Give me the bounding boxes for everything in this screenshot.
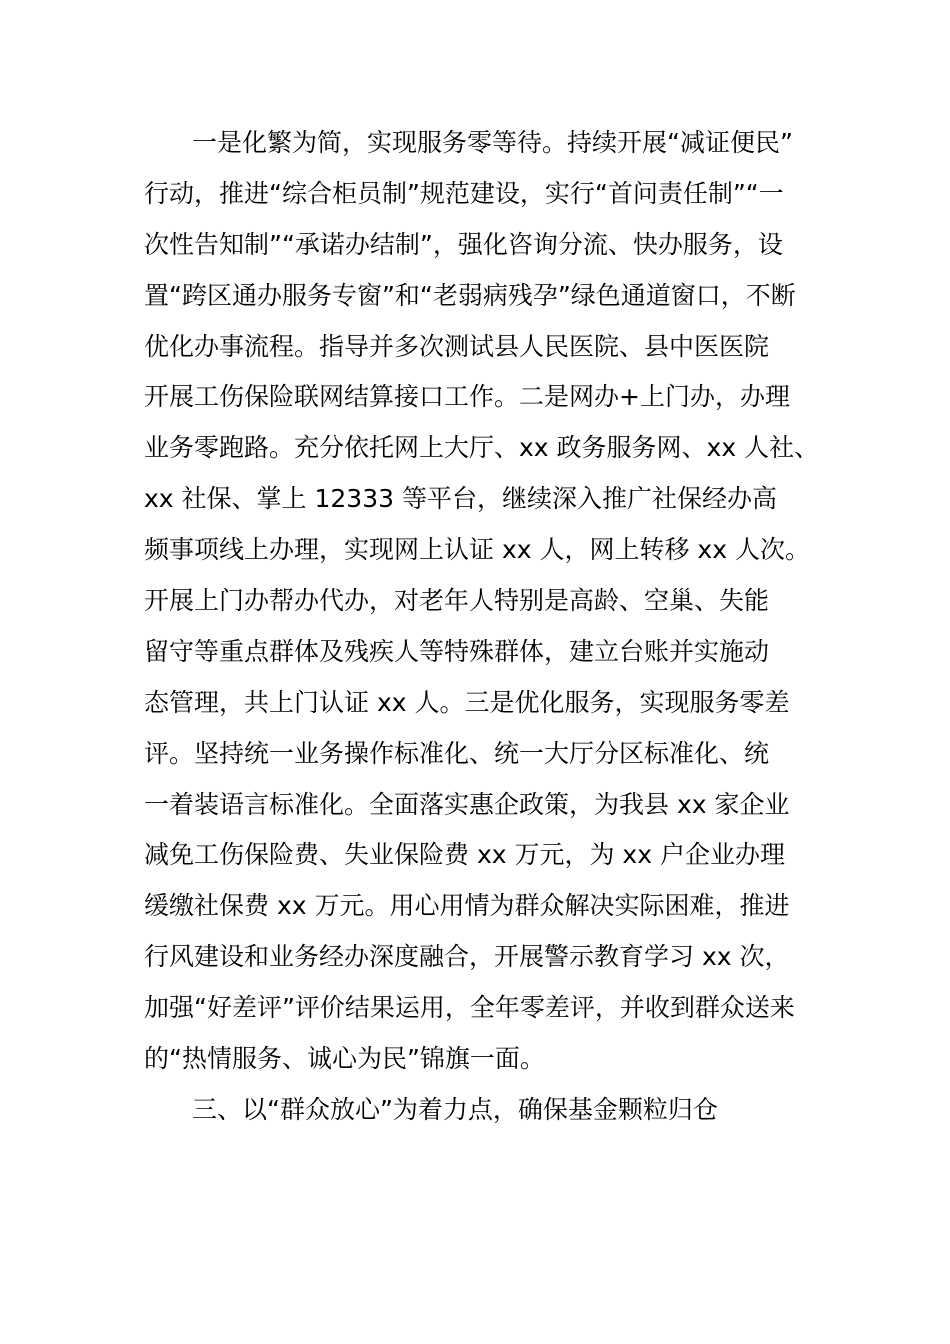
paragraph-line: 态管理，共上门认证 xx 人。三是优化服务，实现服务零差 — [144, 687, 790, 717]
paragraph-line: 的“热情服务、诚心为民”锦旗一面。 — [144, 1044, 545, 1074]
paragraph-line: 一是化繁为简，实现服务零等待。持续开展“减证便民” — [192, 128, 793, 157]
paragraph-line: 开展工伤保险联网结算接口工作。二是网办+上门办，办理 — [144, 382, 790, 412]
paragraph-line: 置“跨区通办服务专窗”和“老弱病残孕”绿色通道窗口，不断 — [144, 280, 796, 310]
paragraph-line: 一着装语言标准化。全面落实惠企政策，为我县 xx 家企业 — [144, 789, 790, 819]
paragraph-line: 优化办事流程。指导并多次测试县人民医院、县中医医院 — [144, 331, 770, 361]
paragraph-line: 业务零跑路。充分依托网上大厅、xx 政务服务网、xx 人社、 — [144, 433, 820, 463]
paragraph-line: 行动，推进“综合柜员制”规范建设，实行“首问责任制”“一 — [144, 178, 784, 208]
paragraph-line: 行风建设和业务经办深度融合，开展警示教育学习 xx 次， — [144, 942, 790, 972]
document-body — [144, 118, 824, 1136]
paragraph-service-improvements — [144, 118, 824, 1085]
paragraph-line: 缓缴社保费 xx 万元。用心用情为群众解决实际困难，推进 — [144, 891, 790, 921]
paragraph-line: 加强“好差评”评价结果运用，全年零差评，并收到群众送来 — [144, 993, 795, 1023]
paragraph-line: 留守等重点群体及残疾人等特殊群体，建立台账并实施动 — [144, 636, 770, 666]
paragraph-line: 开展上门办帮办代办，对老年人特别是高龄、空巢、失能 — [144, 586, 770, 616]
paragraph-line: 频事项线上办理，实现网上认证 xx 人，网上转移 xx 人次。 — [144, 535, 810, 565]
paragraph-line: xx 社保、掌上 12333 等平台，继续深入推广社保经办高 — [144, 484, 777, 514]
paragraph-line: 次性告知制”“承诺办结制”，强化咨询分流、快办服务，设 — [144, 229, 783, 259]
paragraph-line: 减免工伤保险费、失业保险费 xx 万元，为 xx 户企业办理 — [144, 840, 785, 870]
paragraph-line: 评。坚持统一业务操作标准化、统一大厅分区标准化、统 — [144, 738, 770, 768]
section-heading: 三、以“群众放心”为着力点，确保基金颗粒归仓 — [192, 1094, 718, 1124]
